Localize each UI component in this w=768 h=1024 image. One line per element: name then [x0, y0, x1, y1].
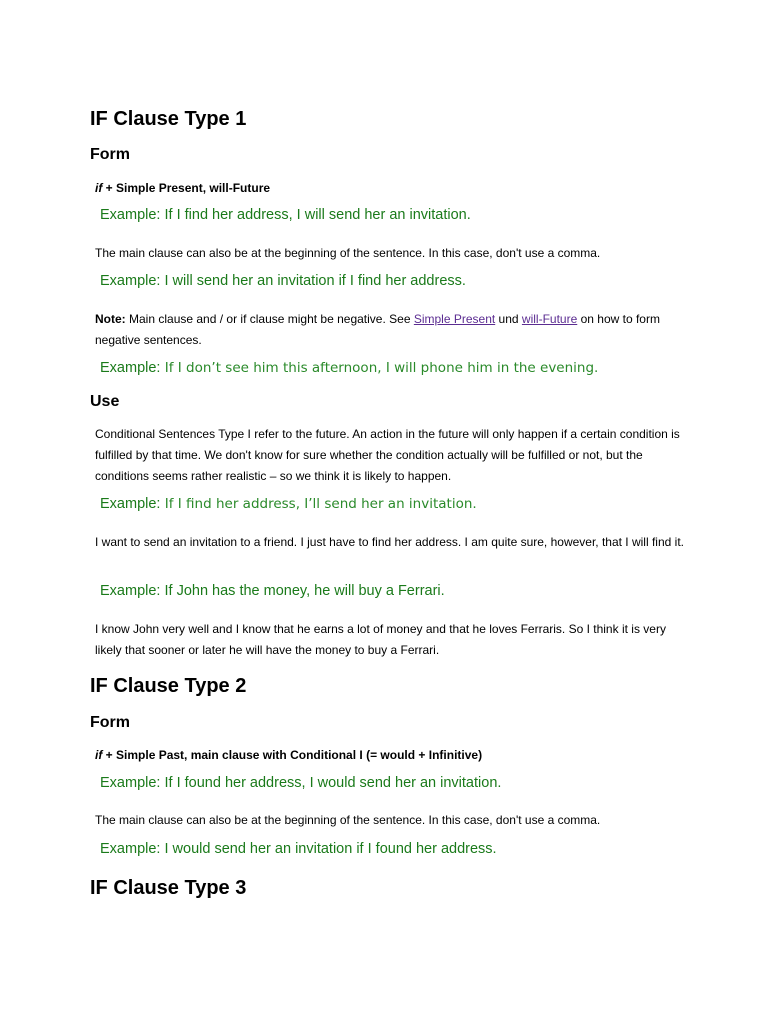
- type1-example-5: [100, 583, 445, 599]
- example-text: If I find her address, I’ll send her an invitation.: [160, 496, 477, 512]
- example-text: If I found her address, I would send her an invitation.: [160, 775, 502, 791]
- example-label: Example:: [100, 775, 161, 791]
- type2-example-1: [100, 775, 501, 791]
- type1-para-friend: I want to send an invitation to a friend. I just have to find her address. I am quite sure, however, that I will find it.: [95, 535, 684, 549]
- type2-example-2: [100, 841, 497, 857]
- example-text: If I find her address, I will send her an invitation.: [160, 207, 471, 223]
- example-label: Example:: [100, 360, 161, 376]
- simple-present-link[interactable]: Simple Present: [413, 312, 496, 326]
- example-label: Example:: [100, 273, 161, 289]
- example-text: I will send her an invitation if I find her address.: [160, 273, 466, 289]
- example-label: Example:: [100, 496, 161, 512]
- example-text: If I don’t see him this afternoon, I will phone him in the evening.: [160, 360, 599, 376]
- type1-use-heading: Use: [90, 393, 120, 410]
- type2-form-heading: Form: [90, 714, 130, 731]
- type1-use-para: Conditional Sentences Type I refer to the future. An action in the future will only happen if a certain condition is fulfilled by that time. We don't know for sure whether the condition actually will be fulfilled or not, but the conditions seems rather realistic – so we think it is likely to happen.: [95, 427, 680, 483]
- type1-example-4: [100, 496, 477, 512]
- will-future-link[interactable]: will-Future: [521, 312, 578, 326]
- type2-heading: IF Clause Type 2: [90, 675, 247, 697]
- type1-para-comma: The main clause can also be at the beginning of the sentence. In this case, don't use a comma.: [95, 246, 601, 260]
- note-text-mid: und: [495, 312, 522, 326]
- formula-rest: + Simple Past, main clause with Conditional I (= would + Infinitive): [102, 748, 483, 762]
- formula-rest: + Simple Present, will-Future: [102, 181, 271, 195]
- type1-example-1: [100, 207, 471, 223]
- type3-heading: IF Clause Type 3: [90, 877, 247, 899]
- type2-para-comma: The main clause can also be at the beginning of the sentence. In this case, don't use a comma.: [95, 813, 601, 827]
- type1-para-john: I know John very well and I know that he earns a lot of money and that he loves Ferraris. So I think it is very likely that sooner or later he will have the money to buy a Ferrari.: [95, 622, 666, 657]
- example-text: I would send her an invitation if I found her address.: [160, 841, 497, 857]
- formula-if: if: [95, 181, 103, 195]
- note-text-before: Main clause and / or if clause might be negative. See: [125, 312, 414, 326]
- type1-note: [95, 309, 685, 351]
- example-text: If John has the money, he will buy a Ferrari.: [160, 583, 445, 599]
- type1-example-3: [100, 360, 598, 376]
- type1-form-heading: Form: [90, 146, 130, 163]
- type1-example-2: [100, 273, 466, 289]
- type2-form-formula: [95, 748, 482, 762]
- type1-form-formula: [95, 181, 270, 195]
- note-label: Note:: [95, 312, 126, 326]
- note-text-after: on how to form negative sentences.: [95, 312, 660, 347]
- example-label: Example:: [100, 583, 161, 599]
- example-label: Example:: [100, 841, 161, 857]
- type1-heading: IF Clause Type 1: [90, 108, 247, 130]
- formula-if: if: [95, 748, 103, 762]
- example-label: Example:: [100, 207, 161, 223]
